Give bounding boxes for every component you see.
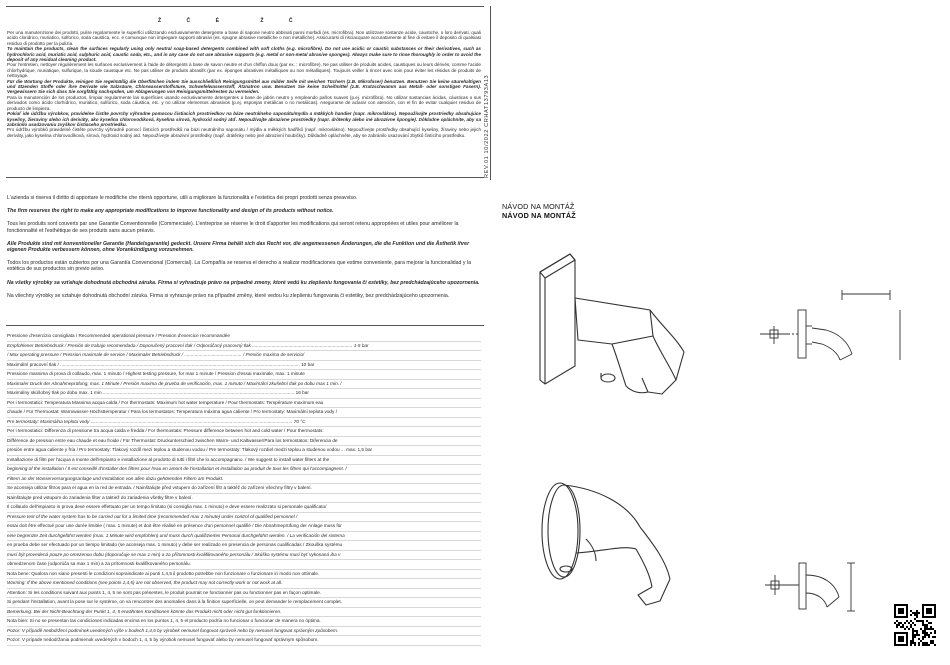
- technical-specifications: [7, 332, 481, 662]
- specs-line: Pozor: V prípade nedodržania podmienok uvedených v bodoch 1, 4, 5 by výrobok nemusel fungovať alebo by nemusel fungovať správnym spôsobom.: [7, 636, 481, 646]
- specs-line: / Max operating pressure / Pression maximale de service / Maximaler Betriebsdruck / ............................................ / Presión maxima de servicio/: [7, 351, 481, 361]
- rights-line: Alle Produkte sind mit konventioneller Garantie (Handelsgarantie) gedeckt. Unsere Firma behält sich das Recht vor, die angemessenen Änderungen, die die Funktion und die Ästhetik ihrer eigenen Produkte verbessern können, ohne Vorankündigung vorzunehmen.: [7, 240, 470, 254]
- specs-line: Bemerkung: Bei der Nicht-Beachtung der Punkt 1, 4, 5 erwähnten Konditionen könnte das Produkt nicht oder nicht gut funktionieren.: [7, 608, 481, 618]
- rights-line: Tous les produits sont couverts par une Garantie Conventionnelle (Commerciale). L'entreprise se réserve le droit d'apporter les modifications qui seront retenu appropriées et utiles pour améliorer la fonctionnalité et l'esthétique de ses produits sans aucun préavis.: [7, 221, 459, 234]
- cleaning-line: Per una manutenzione dei prodotti, pulire regolarmente le superfici utilizzando esclusivamente detergente a base di sapone neutro abbinati panni morbidi (es. microfibra). Non utilizzare sostanze acide, caustiche, o loro derivati, quali acido cloridrico, muriatico, solforico, soda caustica, ecc. e comunque non impiegare supporti abrasivi (es. spugne abrasive metalliche o non metalliche). Assicurarsi di risciacquare accuratamente al fine di evitare il deposito di qualsiasi residuo di prodotto per la pulizia.: [7, 30, 481, 46]
- specs-line: Se aconseja utilizar filtros para el agua en la red de entrada. / Nainštalujte před vstupem do zařízení filtr a taktéž do zařízení všechny filtry v balení.: [7, 484, 481, 494]
- specs-line: Per i termostatici: Temperatura Massima acqua calda / For thermostats: Maximum hot water temperature / Pour thermostats: Température maximum eau: [7, 399, 481, 409]
- specs-line: Pressione d'esercizio consigliata / Recommended operational pressure / Pression d'exercice recommandée: [7, 332, 481, 342]
- symbol-2: Č: [186, 18, 191, 24]
- specs-line: Pre termostaty: Maximálna teplota vody ........................................................................................................................................................... 70 °C: [7, 418, 481, 428]
- specs-top-rule: [6, 325, 484, 326]
- rights-line: The firm reserves the right to make any appropriate modifications to improve functionality and design of its products without notice.: [7, 208, 334, 215]
- product-square-wall-elbow: [500, 240, 760, 400]
- rights-reserved-notices: [7, 195, 481, 305]
- specs-line: presión entre agua caliente y fría / Pro termostaty: Tlakový rozdíl mezi teplou a studenou vodou / Pre termostaty: Tlakový rozdiel medzi teplou a studenou vodou ... max. 1,5 bar: [7, 446, 481, 456]
- specs-line: Si pendant l'installation, avant la pose sur le système, on va rencontrer des anomalies dans à la finition superficielle, on peut demander le remplacement complet.: [7, 598, 481, 608]
- specs-line: Pressione massima di prova di collaudo, max. 1 minuto / Highest testing pressure, for max 1 minute / Pression d'essai maximale, max. 1 minute: [7, 370, 481, 380]
- symbol-3: É: [215, 18, 219, 24]
- qr-code: [894, 604, 936, 646]
- cleaning-line: To maintain the products, clean the surfaces regularly using only neutral soap-based detergents combined with soft cloths (e.g. microfibre). Do not use acidic or caustic substances or their derivatives, such as hydrochloric acid, muriatic acid, sulphuric acid, caustic soda, etc., and in any case do not use abrasive supports (e.g. metal or non-metal abrasive sponges). Always make sure to rinse thoroughly in order to avoid the deposit of any residual cleaning product.: [7, 46, 481, 63]
- specs-line: chaude / Für Thermostat: Warmwasser-Höchsttemperatur / Para los termostatos: Temperatura máxima agua caliente / Pro termostaty: Maximální teplota vody /: [7, 408, 481, 418]
- specs-line: Attention: Si les conditions suivant aux points 1, 4, 5 ne sont pas présentes, le produit pourrait ne fonctionner pas ou fonctionner pas en façon optimale.: [7, 589, 481, 599]
- cleaning-line: Pokiaľ ide údržbu výrobkov, pravidelne čistite povrchy výhradne pomocou čistiacich prostriedkov na báze neutrálneho saponátu/mydla a mäkkých handier (napr. mikrovlákno). Nepoužívajte prostriedky obsahujúce kyseliny, žieraviny alebo ich deriváty, ako kyselina chlorovodíková, kyselina sírová, hydroxid sodný atď. Nepoužívajte abrazívne prostriedky (napr. drôtenky alebo iné abrazívne špongie). Dôkladne opláchnite, aby sa zabránilo usadzovaniu zvyškov čistiaceho prostriedku.: [7, 111, 481, 127]
- cleaning-line: Für die Wartung der Produkte, reinigen Sie regelmäßig die Oberflächen indem Sie ausschließlich Reinigungsmittel aus milder Seife mit weichen Tüchern (z.B. Mikrofaser) benutzen. Benutzen Sie keine säurehaltigen und ätzenden Stoffe oder ihre Derivate wie Salzsäure, Chlorwasserstoffsäure, Schwefelwasserstoff, Ätznatron usw. Benutzen Sie keine Scheifmittel (z.B. Kratzschwamm aus Metall- oder sonstigen Fasern). Vergewissern Sie sich dass Sie sorgfältig nachspülen, um Ablagerungen von Reinigungsmittelresten zu vermeiden.: [7, 78, 481, 95]
- specs-line: Empfohlener Betriebsdruck / Presión de trabajo recomendada / Doporučený pracovní tlak / Odporúčaný pracovný tlak ............................................................................. 1-5 bar: [7, 342, 481, 352]
- specs-line: Il collaudo dell'impianto in prova deve essere effettuato per un tempo limitato (si consiglia max. 1 minuto) e deve essere realizzato si personale qualificato/: [7, 503, 481, 513]
- top-rule: [6, 6, 484, 7]
- symbol-4: Ž: [260, 18, 264, 24]
- cleaning-line: Pour l'entretien, nettoyer régulièrement les surfaces exclusivement à l'aide de détergents à base de savon neutre et d'un chiffon doux (par ex. : microfibre). Ne pas utiliser de produits acides, caustiques ou leurs dérivés, comme l'acide chlorhydrique, muriatique, sulfurique, la soude caustique etc. Ne pas utiliser de produits abrasifs (par ex. éponges abrasives métalliques ou non métalliques). Toujours veiller à rincer avec soin pour éviter les résidus de produits de nettoyage.: [7, 62, 481, 79]
- specs-line: Pozor: V případě nedodržení podmínek uvedených výše v bodech 1,4,5 by výrobek nemusel fungovat správně nebo by nemusel fungovat správným způsobem.: [7, 627, 481, 637]
- document-code: REV.01 10/2022 CRHAT13793A13: [484, 74, 490, 178]
- specs-line: Nota bien: Si no se presentan las condiciones indicadas encima en los puntos 1, 4, 5 el producto podría no funcionar o funcionar de manera no óptima.: [7, 617, 481, 627]
- specs-line: Maximální pracovní tlak / ........................................................................................................................................................................................ 10 bar: [7, 361, 481, 371]
- rights-line: Na všechny výrobky se vztahuje dohodnutá obchodní záruka. Firma si vyhrazuje právo na případné změny, které vedou ku zlepšeniu fungovania či estetiky, bez predchádzajúceho upozornenia.: [7, 292, 450, 299]
- specs-line: en prueba debe ser efectuado por un tiempo limitado (se aconseja max. 1 minuto) y debe ser realizado en presencia de personas cualificadas / Zkouška systému: [7, 541, 481, 551]
- specs-line: beginning of the installation / Il est conseillé d'installer des filtres pour l'eau en amont de l'installation et installation au produit de tous les filtres qui l'accompagnent. /: [7, 465, 481, 475]
- dimension-drawing-square: [760, 290, 940, 370]
- cleaning-instructions: [7, 30, 481, 172]
- product-round-wall-elbow: [520, 475, 730, 615]
- vertical-separator: [490, 6, 491, 180]
- rights-line: L'azienda si riserva il diritto di apportare le modifiche che riterrà opportune, utili a migliorare la funzionalità e l'estetica dei propri prodotti senza preavviso.: [7, 195, 358, 201]
- specs-line: Installazione di filtri per l'acqua a monte dell'impianto e installazione al prodotto di tutti i filtri che lo accompagnano. / We suggest to install water filters at the: [7, 456, 481, 466]
- header-symbols: [158, 9, 314, 27]
- symbol-1: Ž: [158, 18, 162, 24]
- assembly-title-primary: NÁVOD NA MONTÁŽ: [502, 202, 575, 211]
- symbol-5: Č: [288, 18, 293, 24]
- specs-line: Pressure test of the water system has to be carried out for a limited time (recommended max 1 minute) under control of qualified personnel /: [7, 513, 481, 523]
- cleaning-line: Para la manutención de los productos, limpiar regularmente las superficies usando exclusivamente detergentes a base de jabón neutro y empleando paños suaves (p.ej. microfibra). No utilizar sustancias ácidas, cáusticas o sus derivados como ácido clorhídrico, muriático, sulfúrico, soda cáustica, etc. y no utilizar elementos abrasivos (p.ej. esponjas metálicas o no metálicas). Asegurarse de aclarar con atención, con el fin de evitar cualquier residuo de producto de limpieza.: [7, 94, 481, 111]
- cleaning-bottom-rule: [6, 177, 484, 178]
- specs-line: obmedzenom čase (odporúča sa max 1 min) a za prítomnosti kvalifikovaného personálu.: [7, 560, 481, 570]
- specs-line: Maximaler Druck der Abnahmeprüfung, max. 1 Minute / Presión maxima de prueba de verificación, max. 1 minuto / Maximální zkušební tlak po dobu max 1 min. /: [7, 380, 481, 390]
- specs-line: Filtern an der Wasserversorgungsanlage und Installation von allen dazu gehörenden Filtern am Produkt.: [7, 475, 481, 485]
- cleaning-line: Pro údržbu výrobků pravidelně čistěte povrchy výhradně pomocí čisticích prostředků na bázi neutrálního saponátu / mýdla a měkkých hadříků (např. mikrovlákno). Nepoužívejte prostředky obsahující kyseliny, žíraviny nebo jejich deriváty, jako kyselina chlorovodíková, sírová, hydroxid sodný atd. Nepoužívejte abrazivní prostředky (např. drátěnky nebo jiné abrazivní houbičky). Důkladně opláchněte, aby se zabránilo usazování zbytků čisticího prostředku.: [7, 127, 481, 138]
- specs-line: essai doit être effectué pour une durée limitée ( max. 1 minute) et doit être réalisé en présence d'un personnel qualifié / Die Abnahmeprüfung der Anlage muss für: [7, 522, 481, 532]
- specs-line: Nota bene: Qualora non siano presenti le condizioni sopraindicate ai punti 1,4,5 il prodotto potrebbe non funzionare o funzionare in modo non ottimale.: [7, 570, 481, 580]
- specs-line: Nainštalujte pred vstupom do zariadenia filter a taktiež do zariadenia všetky filtre v balení.: [7, 494, 481, 504]
- specs-line: eine begrenzte Zeit durchgeführt werden (max. 1 Minute wird empfohlen) und muss durch qualifiziertes Personal durchgeführt werden. / La verificación del sistema: [7, 532, 481, 542]
- specs-line: musí být provedená pouze po omezenou dobu (doporučuje se max 1 min) a za přítomnosti kvalifikovaného personálu / Skúška systému musí byť vykonaná iba v: [7, 551, 481, 561]
- specs-line: Maximálny skúšobný tlak po dobu max. 1 min ................................................................................................................................................... 16 bar: [7, 389, 481, 399]
- rights-line: Na všetky výrobky sa vzťahuje dohodnutá obchodná záruka. Firma si vyhradzuje právo na prípadné zmeny, ktoré vedú ku zlepšeniu fungovania či estetiky, bez predchádzajúceho upozornenia.: [7, 279, 480, 286]
- specs-line: Différence de pression entre eau chaude et eau froide / Für Thermostat: Druckunterschied zwischen Warm- und Kaltwasser/Para los termostatos: Diferencia de: [7, 437, 481, 447]
- assembly-title-secondary: NÁVOD NA MONTÁŽ: [502, 211, 576, 220]
- rights-line: Todos los productos están cubiertos por una Garantía Convencional (Comercial). La Compañía se reserva el derecho a realizar modificaciones que estime conveniente, para mejorar la funcionalidad y la estética de sus productos sin previo aviso.: [7, 260, 471, 273]
- specs-line: Per i termostatici: Differenza di pressione tra acqua calda e fredda / For thermostats: Pressure difference between hot and cold water / Pour thermostats:: [7, 427, 481, 437]
- specs-line: Warning: If the above mentioned conditions (see points 1,4,5) are not observed, the product may not correctly work or not work at all.: [7, 579, 481, 589]
